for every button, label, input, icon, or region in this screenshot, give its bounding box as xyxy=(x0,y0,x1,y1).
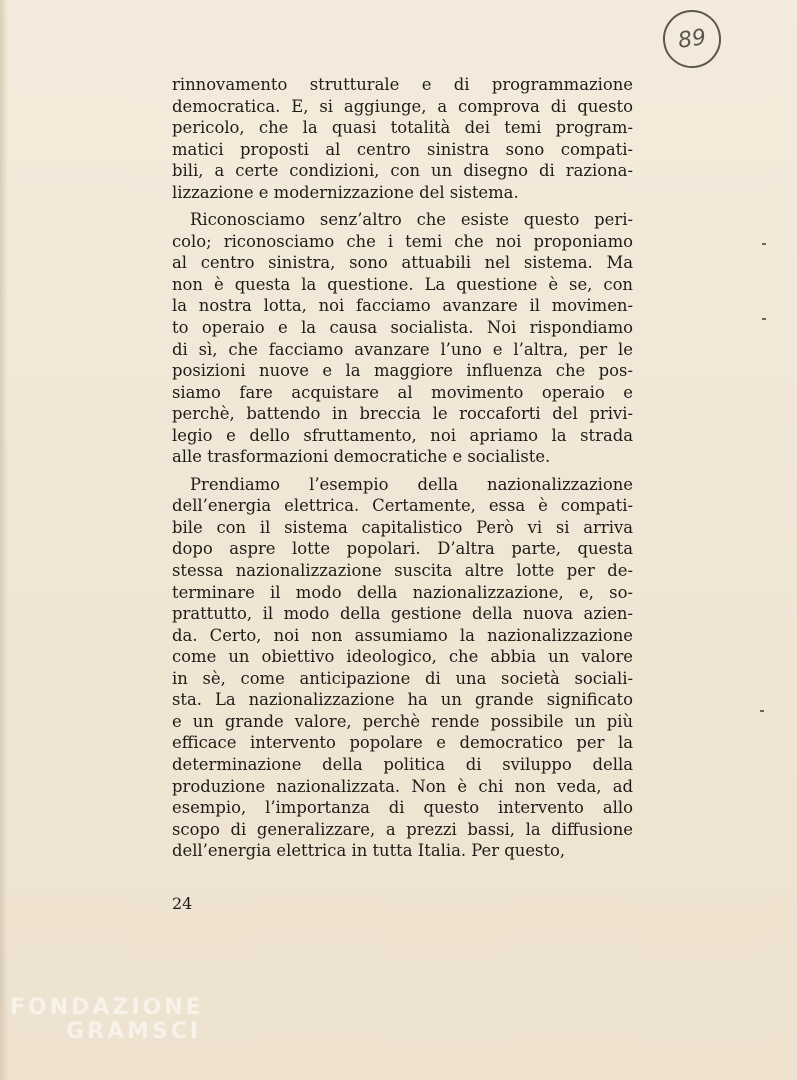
text-line: da. Certo, noi non assumiamo la nazionalizzazione xyxy=(172,625,633,645)
paragraph xyxy=(172,474,633,862)
text-line: democratica. E, si aggiunge, a comprova di questo xyxy=(172,96,633,116)
margin-mark xyxy=(760,710,764,712)
page-number: 24 xyxy=(172,894,193,913)
text-line: come un obiettivo ideologico, che abbia un valore xyxy=(172,647,633,667)
archive-stamp-number: 89 xyxy=(676,24,708,54)
text-line: alle trasformazioni democratiche e socialiste. xyxy=(172,447,551,467)
margin-mark xyxy=(762,318,766,320)
text-line: sta. La nazionalizzazione ha un grande significato xyxy=(172,690,633,710)
archive-stamp xyxy=(659,6,725,72)
watermark-line-2: GRAMSCI xyxy=(66,1019,202,1044)
margin-mark xyxy=(762,243,766,245)
text-line: dell’energia elettrica. Certamente, essa è compati- xyxy=(172,496,633,516)
paragraph xyxy=(172,74,633,203)
text-line: legio e dello sfruttamento, noi apriamo la strada xyxy=(172,425,633,445)
paragraph xyxy=(172,209,633,468)
text-line: in sè, come anticipazione di una società sociali- xyxy=(172,668,633,688)
text-line: rinnovamento strutturale e di programmazione xyxy=(172,75,633,94)
text-line: e un grande valore, perchè rende possibile un più xyxy=(172,711,633,731)
text-line: produzione nazionalizzata. Non è chi non veda, ad xyxy=(172,776,633,796)
text-line: scopo di generalizzare, a prezzi bassi, la diffusione xyxy=(172,819,633,839)
text-line: pericolo, che la quasi totalità dei temi program- xyxy=(172,118,633,138)
text-line: Riconosciamo senz’altro che esiste questo peri- xyxy=(190,210,633,230)
text-line: di sì, che facciamo avanzare l’uno e l’altra, per le xyxy=(172,339,633,359)
page-edge-shadow xyxy=(0,0,8,1080)
text-line: bili, a certe condizioni, con un disegno di raziona- xyxy=(172,161,633,181)
text-line: la nostra lotta, noi facciamo avanzare il movimen- xyxy=(172,296,633,316)
watermark xyxy=(10,996,204,1044)
text-line: efficace intervento popolare e democratico per la xyxy=(172,733,633,753)
text-line: determinazione della politica di sviluppo della xyxy=(172,754,633,774)
text-line: al centro sinistra, sono attuabili nel sistema. Ma xyxy=(172,253,633,273)
text-line: colo; riconosciamo che i temi che noi proponiamo xyxy=(172,231,633,251)
text-line: stessa nazionalizzazione suscita altre lotte per de- xyxy=(172,561,633,581)
text-line: prattutto, il modo della gestione della nuova azien- xyxy=(172,604,633,624)
text-line: dell’energia elettrica in tutta Italia. Per questo, xyxy=(172,841,566,861)
text-line: non è questa la questione. La questione è se, con xyxy=(172,274,633,294)
text-line: perchè, battendo in breccia le roccaforti del privi- xyxy=(172,404,633,424)
text-line: posizioni nuove e la maggiore influenza che pos- xyxy=(172,361,633,381)
text-line: Prendiamo l’esempio della nazionalizzazione xyxy=(190,474,633,494)
text-line: dopo aspre lotte popolari. D’altra parte, questa xyxy=(172,539,633,559)
text-line: terminare il modo della nazionalizzazione, e, so- xyxy=(172,582,633,602)
text-line: to operaio e la causa socialista. Noi rispondiamo xyxy=(172,318,633,338)
text-line: siamo fare acquistare al movimento operaio e xyxy=(172,382,633,402)
watermark-line-1: FONDAZIONE xyxy=(10,995,204,1020)
body-text xyxy=(172,74,633,862)
text-line: lizzazione e modernizzazione del sistema. xyxy=(172,182,519,202)
text-line: esempio, l’importanza di questo intervento allo xyxy=(172,798,633,818)
text-line: matici proposti al centro sinistra sono compati- xyxy=(172,139,633,159)
text-line: bile con il sistema capitalistico Però vi si arriva xyxy=(172,517,633,537)
